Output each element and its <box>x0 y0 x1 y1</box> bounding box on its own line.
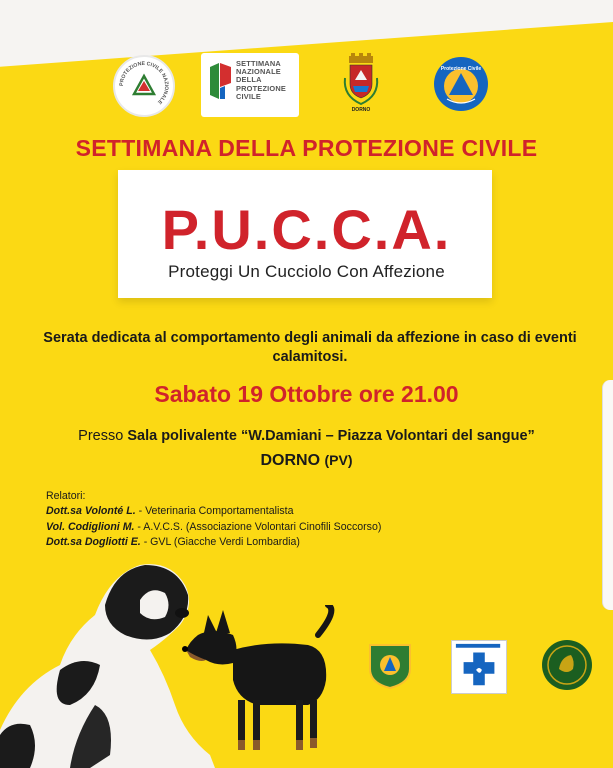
city-province: (PV) <box>324 452 353 468</box>
event-venue <box>0 428 613 444</box>
speakers-heading: Relatori: <box>46 490 86 502</box>
gvl-badge-icon <box>541 639 593 691</box>
veterinary-cross-icon <box>451 640 507 694</box>
speaker-name: Dott.sa Dogliotti E. <box>46 536 141 549</box>
city-name: DORNO <box>260 452 321 469</box>
svg-text:PROTEZIONE CIVILE NAZIONALE: PROTEZIONE CIVILE NAZIONALE <box>118 60 170 105</box>
settimana-mark-icon <box>207 61 233 101</box>
protezione-civile-logo <box>431 55 491 113</box>
speaker-item <box>46 520 586 535</box>
avcs-badge-icon <box>368 641 412 689</box>
speaker-name: Dott.sa Volonté L. <box>46 505 136 518</box>
small-dog-image <box>178 605 348 755</box>
dorno-coat-of-arms <box>341 52 381 116</box>
speaker-role: - GVL (Giacche Verdi Lombardia) <box>140 536 300 549</box>
protezione-civile-label: Protezione Civile <box>440 66 482 72</box>
event-city <box>0 452 613 470</box>
event-date: Sabato 19 Ottobre ore 21.00 <box>154 381 459 407</box>
event-description: Serata dedicata al comportamento degli animali da affezione in caso di eventi calamitosi. <box>43 330 577 365</box>
page-edge <box>602 380 613 610</box>
speaker-item <box>46 535 586 550</box>
speakers-list <box>46 489 586 551</box>
speaker-name: Vol. Codiglioni M. <box>46 520 135 533</box>
speaker-role: - A.V.C.S. (Associazione Volontari Cinofili Soccorso) <box>134 520 382 533</box>
speaker-role: - Veterinaria Comportamentalista <box>135 505 294 518</box>
speaker-item <box>46 504 586 519</box>
pucca-subtitle: Proteggi Un Cucciolo Con Affezione <box>168 262 445 281</box>
protezione-civile-nazionale-logo <box>113 55 175 117</box>
settimana-protezione-civile-logo <box>201 53 299 117</box>
settimana-logo-text: SETTIMANA NAZIONALE DELLA PROTEZIONE CIVILE <box>236 59 287 101</box>
venue-name: Sala polivalente “W.Damiani – Piazza Volontari del sangue” <box>127 428 535 444</box>
event-title: SETTIMANA DELLA PROTEZIONE CIVILE <box>75 135 538 161</box>
pucca-acronym: P.U.C.C.A. <box>161 198 452 261</box>
dorno-label: DORNO <box>351 107 371 113</box>
protezione-civile-icon <box>431 55 491 113</box>
dorno-shield-icon <box>341 52 381 108</box>
protezione-civile-nazionale-icon <box>115 57 173 115</box>
venue-prefix: Presso <box>78 428 128 444</box>
blue-cross-icon <box>452 641 506 693</box>
